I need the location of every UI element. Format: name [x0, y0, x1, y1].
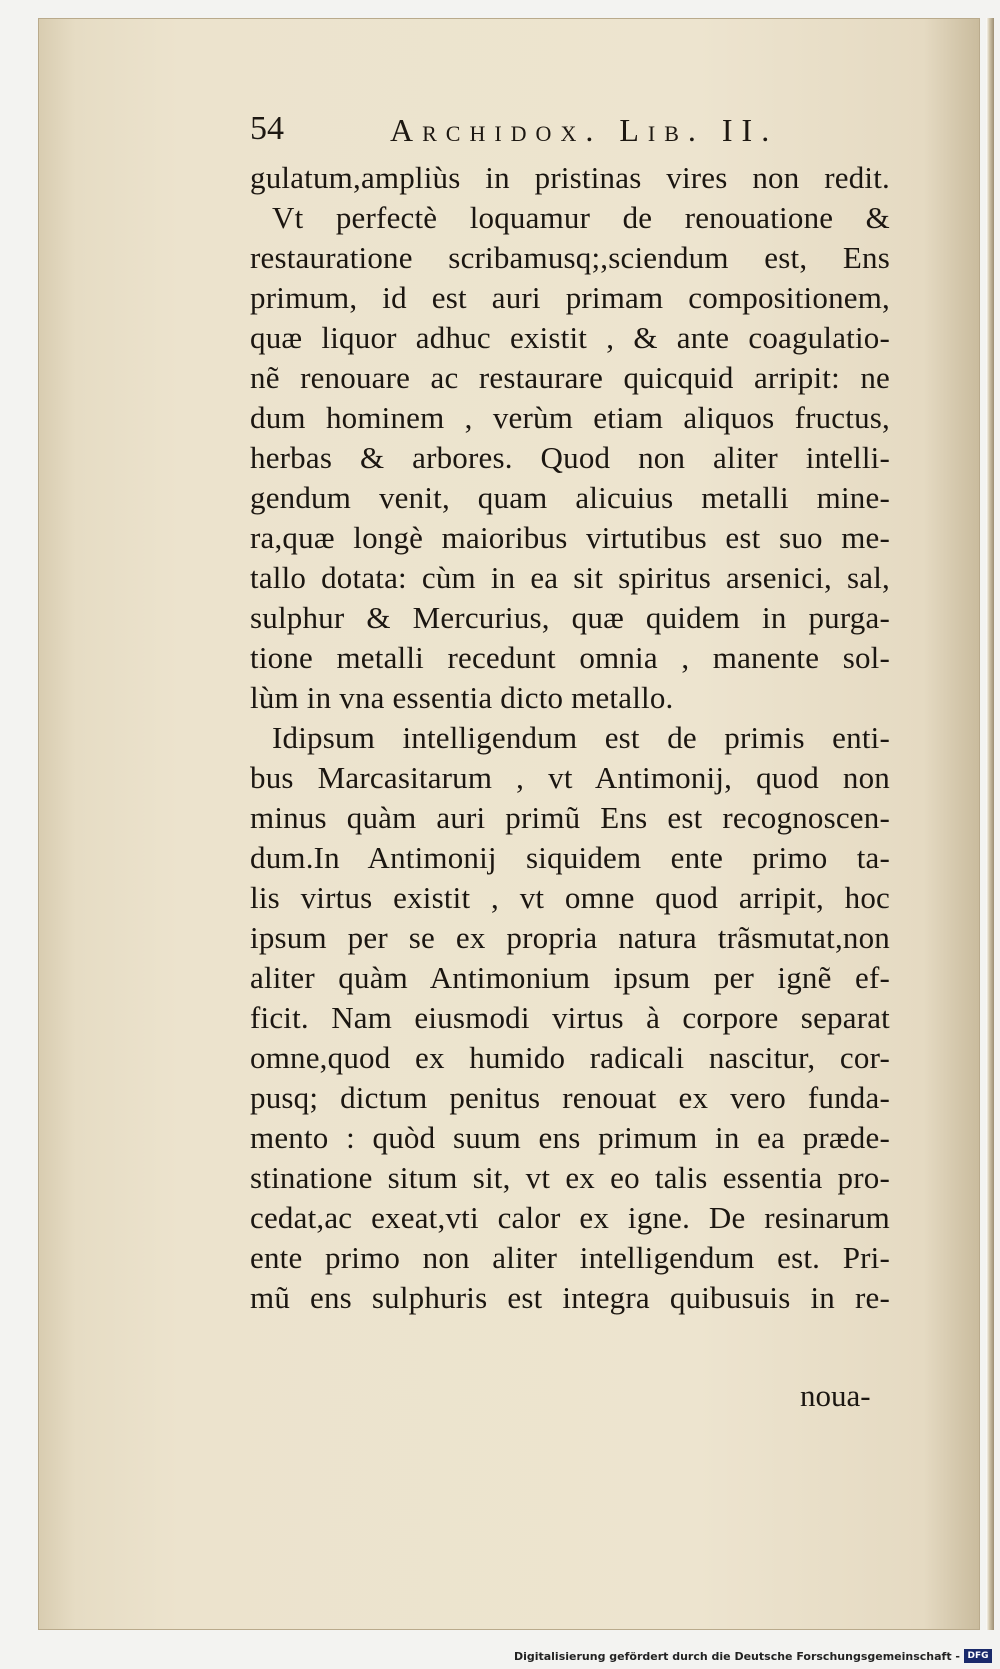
text-line: Idipsum intelligendum est de primis enti- [272, 720, 890, 755]
text-line: ipsum per se ex propria natura trãsmutat,non [250, 920, 890, 955]
text-line: lis virtus existit , vt omne quod arripit, hoc [250, 880, 890, 915]
text-line: stinatione situm sit, vt ex eo talis essentia pro- [250, 1160, 890, 1195]
text-line: Vt perfectè loquamur de renouatione & [272, 200, 890, 235]
text-line: herbas & arbores. Quod non aliter intelli- [250, 440, 890, 475]
text-line: sulphur & Mercurius, quæ quidem in purga- [250, 600, 890, 635]
page-edge [986, 18, 994, 1630]
page-number: 54 [250, 110, 284, 147]
text-line: gulatum,ampliùs in pristinas vires non redit. [250, 160, 890, 195]
text-line: primum, id est auri primam compositionem, [250, 280, 890, 315]
text-line: tione metalli recedunt omnia , manente sol- [250, 640, 890, 675]
text-line: cedat,ac exeat,vti calor ex igne. De resinarum [250, 1200, 890, 1235]
dfg-logo: DFG [964, 1649, 992, 1663]
text-line: minus quàm auri primũ Ens est recognoscen- [250, 800, 890, 835]
body-text [250, 158, 890, 1318]
text-line: mento : quòd suum ens primum in ea præde- [250, 1120, 890, 1155]
funding-credit: Digitalisierung gefördert durch die Deutsche Forschungsgemeinschaft - [513, 1650, 960, 1663]
text-line: ente primo non aliter intelligendum est. Pri- [250, 1240, 890, 1275]
text-line: mũ ens sulphuris est integra quibusuis in re- [250, 1280, 890, 1315]
text-line: dum.In Antimonij siquidem ente primo ta- [250, 840, 890, 875]
text-line: dum hominem , verùm etiam aliquos fructus, [250, 400, 890, 435]
text-line: lùm in vna essentia dicto metallo. [250, 680, 674, 715]
text-line: tallo dotata: cùm in ea sit spiritus arsenici, sal, [250, 560, 890, 595]
text-line: ra,quæ longè maioribus virtutibus est suo me- [250, 520, 890, 555]
text-line: omne,quod ex humido radicali nascitur, cor- [250, 1040, 890, 1075]
page-header [250, 110, 870, 156]
text-line: pusq; dictum penitus renouat ex vero funda- [250, 1080, 890, 1115]
catchword: noua- [800, 1378, 871, 1413]
text-line: nẽ renouare ac restaurare quicquid arripit: ne [250, 360, 890, 395]
text-line: bus Marcasitarum , vt Antimonij, quod non [250, 760, 890, 795]
running-head: Archidox. Lib. II. [390, 112, 779, 148]
text-line: ficit. Nam eiusmodi virtus à corpore separat [250, 1000, 890, 1035]
text-line: aliter quàm Antimonium ipsum per ignẽ ef- [250, 960, 890, 995]
text-line: quæ liquor adhuc existit , & ante coagulatio- [250, 320, 890, 355]
text-line: gendum venit, quam alicuius metalli mine- [250, 480, 890, 515]
text-line: restauratione scribamusq;,sciendum est, Ens [250, 240, 890, 275]
